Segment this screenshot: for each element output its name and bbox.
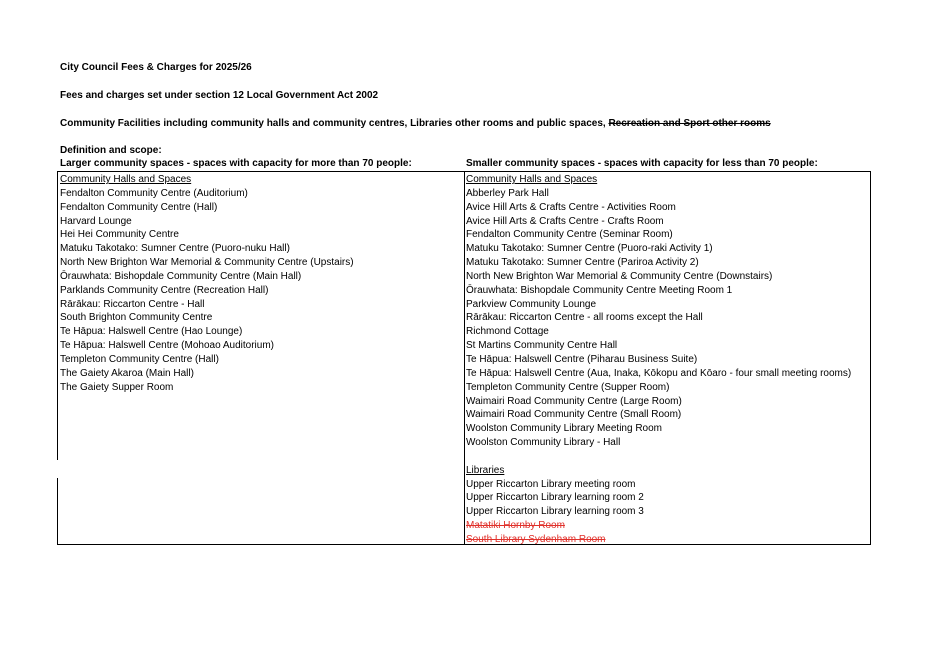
libraries-title: Libraries bbox=[466, 464, 505, 476]
list-item: Fendalton Community Centre (Seminar Room) bbox=[466, 229, 673, 241]
list-item: Avice Hill Arts & Crafts Centre - Crafts Room bbox=[466, 215, 664, 227]
facilities-table bbox=[57, 171, 871, 545]
right-column-list bbox=[466, 173, 851, 547]
scope-line bbox=[60, 118, 771, 130]
library-item: Upper Riccarton Library learning room 3 bbox=[466, 506, 644, 518]
list-item: Hei Hei Community Centre bbox=[60, 229, 179, 241]
struck-library-item: South Library Sydenham Room bbox=[466, 533, 606, 545]
struck-library-item: Matatiki Hornby Room bbox=[466, 520, 565, 532]
left-column-list bbox=[60, 173, 354, 395]
list-item: Woolston Community Library - Hall bbox=[466, 437, 621, 449]
library-item: Upper Riccarton Library meeting room bbox=[466, 478, 636, 490]
list-item: Parklands Community Centre (Recreation Hall) bbox=[60, 284, 269, 296]
list-item: The Gaiety Supper Room bbox=[60, 381, 174, 393]
list-item: Ōrauwhata: Bishopdale Community Centre Meeting Room 1 bbox=[466, 284, 733, 296]
left-column-header: Larger community spaces - spaces with capacity for more than 70 people: bbox=[60, 158, 412, 169]
column-divider bbox=[464, 172, 465, 544]
list-item: Matuku Takotako: Sumner Centre (Puoro-nuku Hall) bbox=[60, 243, 290, 255]
right-column-header: Smaller community spaces - spaces with capacity for less than 70 people: bbox=[466, 158, 818, 169]
list-item: Fendalton Community Centre (Hall) bbox=[60, 201, 218, 213]
list-item: Ōrauwhata: Bishopdale Community Centre (Main Hall) bbox=[60, 270, 302, 282]
blank-row bbox=[466, 450, 851, 464]
library-item: Upper Riccarton Library learning room 2 bbox=[466, 492, 644, 504]
list-item: Templeton Community Centre (Supper Room) bbox=[466, 381, 670, 393]
list-item: North New Brighton War Memorial & Community Centre (Downstairs) bbox=[466, 270, 773, 282]
list-item: Woolston Community Library Meeting Room bbox=[466, 423, 663, 435]
list-item: Templeton Community Centre (Hall) bbox=[60, 353, 219, 365]
list-item: Richmond Cottage bbox=[466, 326, 549, 338]
list-item: Matuku Takotako: Sumner Centre (Pariroa Activity 2) bbox=[466, 257, 699, 269]
scope-text: Community Facilities including community halls and community centres, Libraries other rooms and public spaces, bbox=[60, 118, 609, 129]
scope-struck-text: Recreation and Sport other rooms bbox=[608, 118, 771, 129]
list-item: Rārākau: Riccarton Centre - all rooms except the Hall bbox=[466, 312, 703, 324]
list-item: Avice Hill Arts & Crafts Centre - Activities Room bbox=[466, 201, 676, 213]
list-item: Rārākau: Riccarton Centre - Hall bbox=[60, 298, 205, 310]
list-item: St Martins Community Centre Hall bbox=[466, 340, 618, 352]
list-item: South Brighton Community Centre bbox=[60, 312, 213, 324]
list-item: Harvard Lounge bbox=[60, 215, 132, 227]
document-subtitle: Fees and charges set under section 12 Local Government Act 2002 bbox=[60, 90, 379, 101]
left-section-title: Community Halls and Spaces bbox=[60, 174, 192, 185]
list-item: Te Hāpua: Halswell Centre (Mohoao Auditorium) bbox=[60, 340, 274, 352]
list-item: Waimairi Road Community Centre (Small Room) bbox=[466, 409, 682, 421]
border-gap bbox=[57, 460, 58, 478]
list-item: Te Hāpua: Halswell Centre (Hao Lounge) bbox=[60, 326, 243, 338]
document-title: City Council Fees & Charges for 2025/26 bbox=[60, 62, 252, 73]
list-item: Te Hāpua: Halswell Centre (Aua, Inaka, Kōkopu and Kōaro - four small meeting rooms) bbox=[466, 367, 852, 379]
right-section-title: Community Halls and Spaces bbox=[466, 174, 598, 185]
list-item: Waimairi Road Community Centre (Large Room) bbox=[466, 395, 682, 407]
definition-label: Definition and scope: bbox=[60, 145, 162, 156]
list-item: Fendalton Community Centre (Auditorium) bbox=[60, 187, 248, 199]
list-item: North New Brighton War Memorial & Community Centre (Upstairs) bbox=[60, 257, 354, 269]
list-item: Abberley Park Hall bbox=[466, 187, 549, 199]
list-item: The Gaiety Akaroa (Main Hall) bbox=[60, 367, 194, 379]
list-item: Te Hāpua: Halswell Centre (Piharau Business Suite) bbox=[466, 353, 698, 365]
list-item: Matuku Takotako: Sumner Centre (Puoro-raki Activity 1) bbox=[466, 243, 713, 255]
list-item: Parkview Community Lounge bbox=[466, 298, 597, 310]
